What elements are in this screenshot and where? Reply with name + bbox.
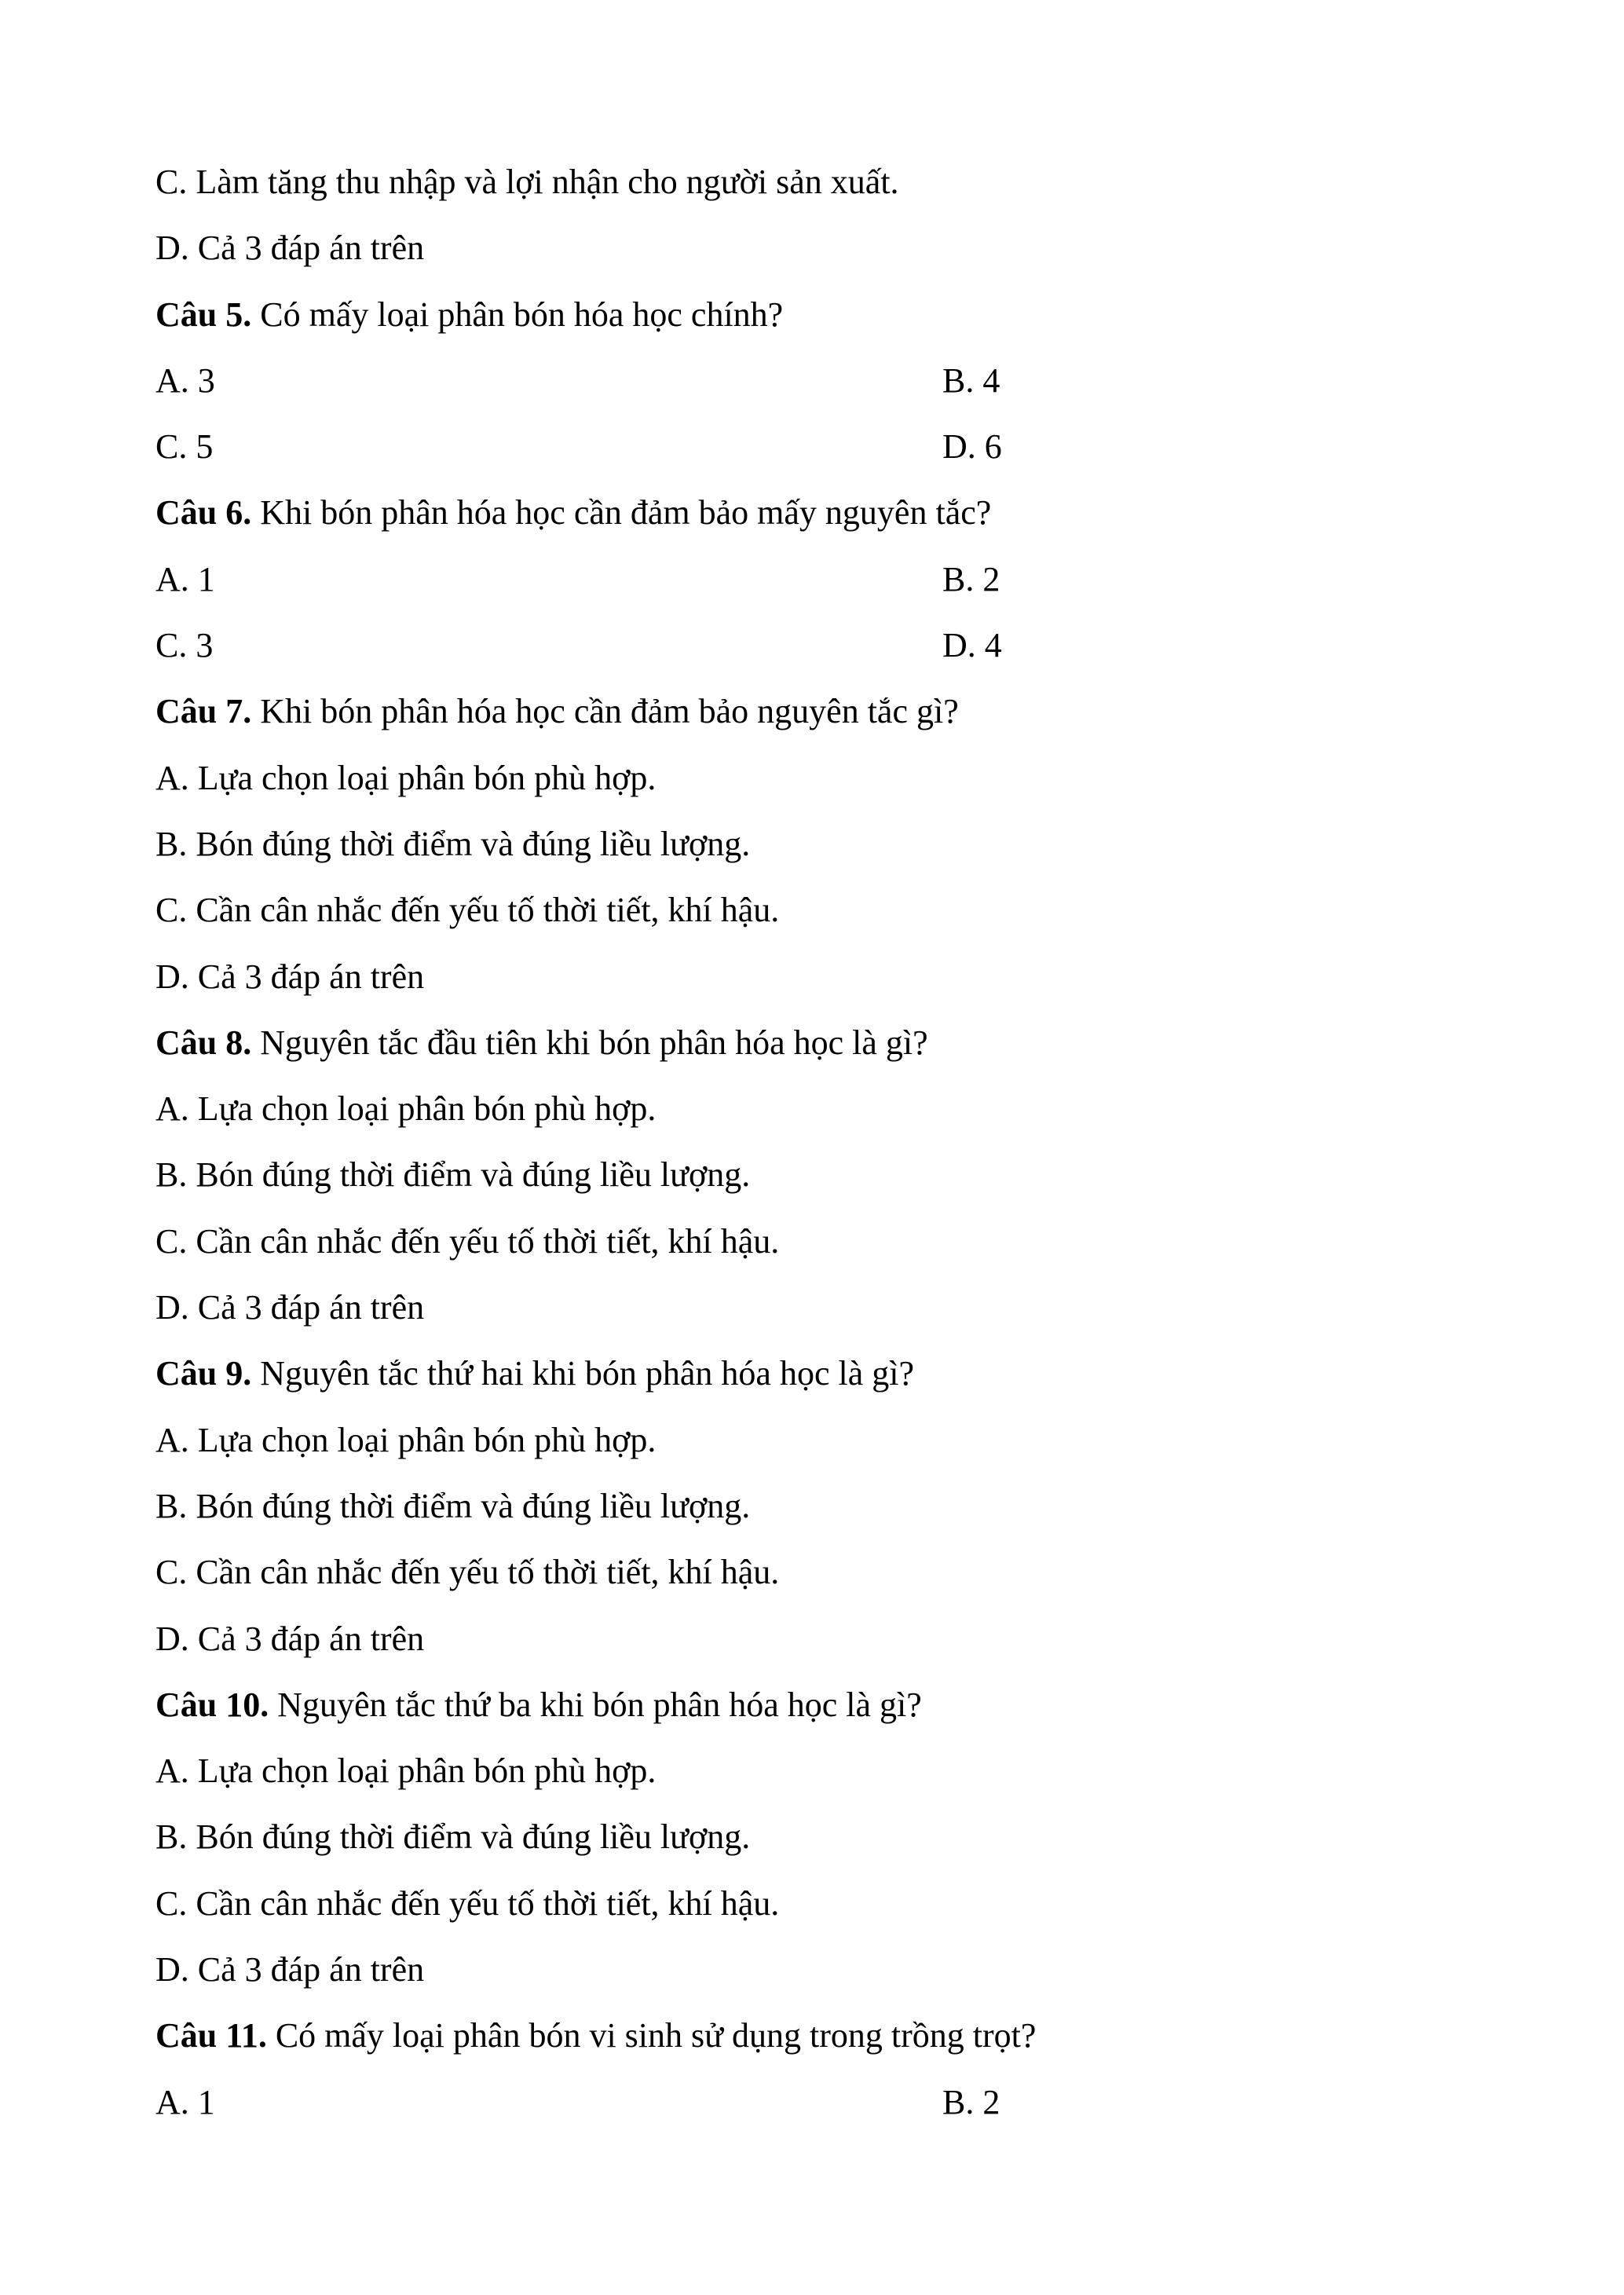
question-number: Câu 9. xyxy=(155,1354,252,1393)
answer-option: D. 4 xyxy=(942,626,1002,665)
answer-option: B. Bón đúng thời điểm và đúng liều lượng. xyxy=(155,1486,751,1525)
question-number: Câu 11. xyxy=(155,2016,267,2055)
question-number: Câu 7. xyxy=(155,692,252,731)
answer-option: D. Cả 3 đáp án trên xyxy=(155,1619,425,1658)
answer-option: C. Cần cân nhắc đến yếu tố thời tiết, khí hậu. xyxy=(155,1221,780,1261)
question-line xyxy=(155,480,1490,546)
answer-option: A. Lựa chọn loại phân bón phù hợp. xyxy=(155,1089,657,1129)
answer-option: B. Bón đúng thời điểm và đúng liều lượng. xyxy=(155,824,751,863)
answer-option-row xyxy=(155,613,1490,679)
question-number: Câu 8. xyxy=(155,1023,252,1062)
answer-option: D. Cả 3 đáp án trên xyxy=(155,1288,425,1327)
answer-option: C. Làm tăng thu nhập và lợi nhận cho người sản xuất. xyxy=(155,163,899,201)
question-line xyxy=(155,679,1490,745)
answer-option: B. 2 xyxy=(942,2082,1000,2121)
answer-option: B. Bón đúng thời điểm và đúng liều lượng. xyxy=(155,1817,751,1857)
answer-option: D. Cả 3 đáp án trên xyxy=(155,229,425,268)
question-text: Nguyên tắc đầu tiên khi bón phân hóa học là gì? xyxy=(251,1023,928,1062)
question-text: Nguyên tắc thứ hai khi bón phân hóa học là gì? xyxy=(251,1354,914,1393)
answer-option: C. Cần cân nhắc đến yếu tố thời tiết, khí hậu. xyxy=(155,1553,780,1592)
question-text: Khi bón phân hóa học cần đảm bảo mấy nguyên tắc? xyxy=(251,493,992,533)
question-number: Câu 5. xyxy=(155,295,252,334)
answer-option: A. Lựa chọn loại phân bón phù hợp. xyxy=(155,1751,657,1791)
answer-option: C. Cần cân nhắc đến yếu tố thời tiết, khí hậu. xyxy=(155,891,780,930)
question-text: Khi bón phân hóa học cần đảm bảo nguyên tắc gì? xyxy=(251,692,959,731)
question-text: Có mấy loại phân bón hóa học chính? xyxy=(251,295,784,334)
answer-option: A. 1 xyxy=(155,2082,215,2121)
document-body xyxy=(155,149,1490,2136)
question-line xyxy=(155,1010,1490,1076)
answer-option: A. 3 xyxy=(155,361,215,400)
answer-option: D. Cả 3 đáp án trên xyxy=(155,1950,425,1989)
question-text: Có mấy loại phân bón vi sinh sử dụng trong trồng trọt? xyxy=(266,2016,1037,2055)
answer-option: A. Lựa chọn loại phân bón phù hợp. xyxy=(155,1420,657,1459)
question-line xyxy=(155,1672,1490,1738)
answer-option: D. 6 xyxy=(942,427,1002,467)
question-line xyxy=(155,282,1490,348)
answer-option: C. 3 xyxy=(155,626,214,665)
question-number: Câu 10. xyxy=(155,1685,269,1724)
answer-option: A. Lựa chọn loại phân bón phù hợp. xyxy=(155,758,657,797)
answer-option: C. Cần cân nhắc đến yếu tố thời tiết, khí hậu. xyxy=(155,1883,780,1923)
question-line xyxy=(155,2003,1490,2069)
answer-option-row xyxy=(155,547,1490,613)
answer-option: B. Bón đúng thời điểm và đúng liều lượng. xyxy=(155,1155,751,1195)
answer-option: B. 2 xyxy=(942,559,1000,598)
answer-option-row xyxy=(155,414,1490,480)
answer-option: B. 4 xyxy=(942,361,1000,400)
answer-option-row xyxy=(155,348,1490,414)
answer-option: D. Cả 3 đáp án trên xyxy=(155,957,425,996)
answer-option: A. 1 xyxy=(155,559,215,598)
question-text: Nguyên tắc thứ ba khi bón phân hóa học là gì? xyxy=(269,1685,922,1724)
answer-option: C. 5 xyxy=(155,427,214,467)
answer-option-row xyxy=(155,2070,1490,2136)
question-number: Câu 6. xyxy=(155,493,252,533)
question-line xyxy=(155,1341,1490,1407)
